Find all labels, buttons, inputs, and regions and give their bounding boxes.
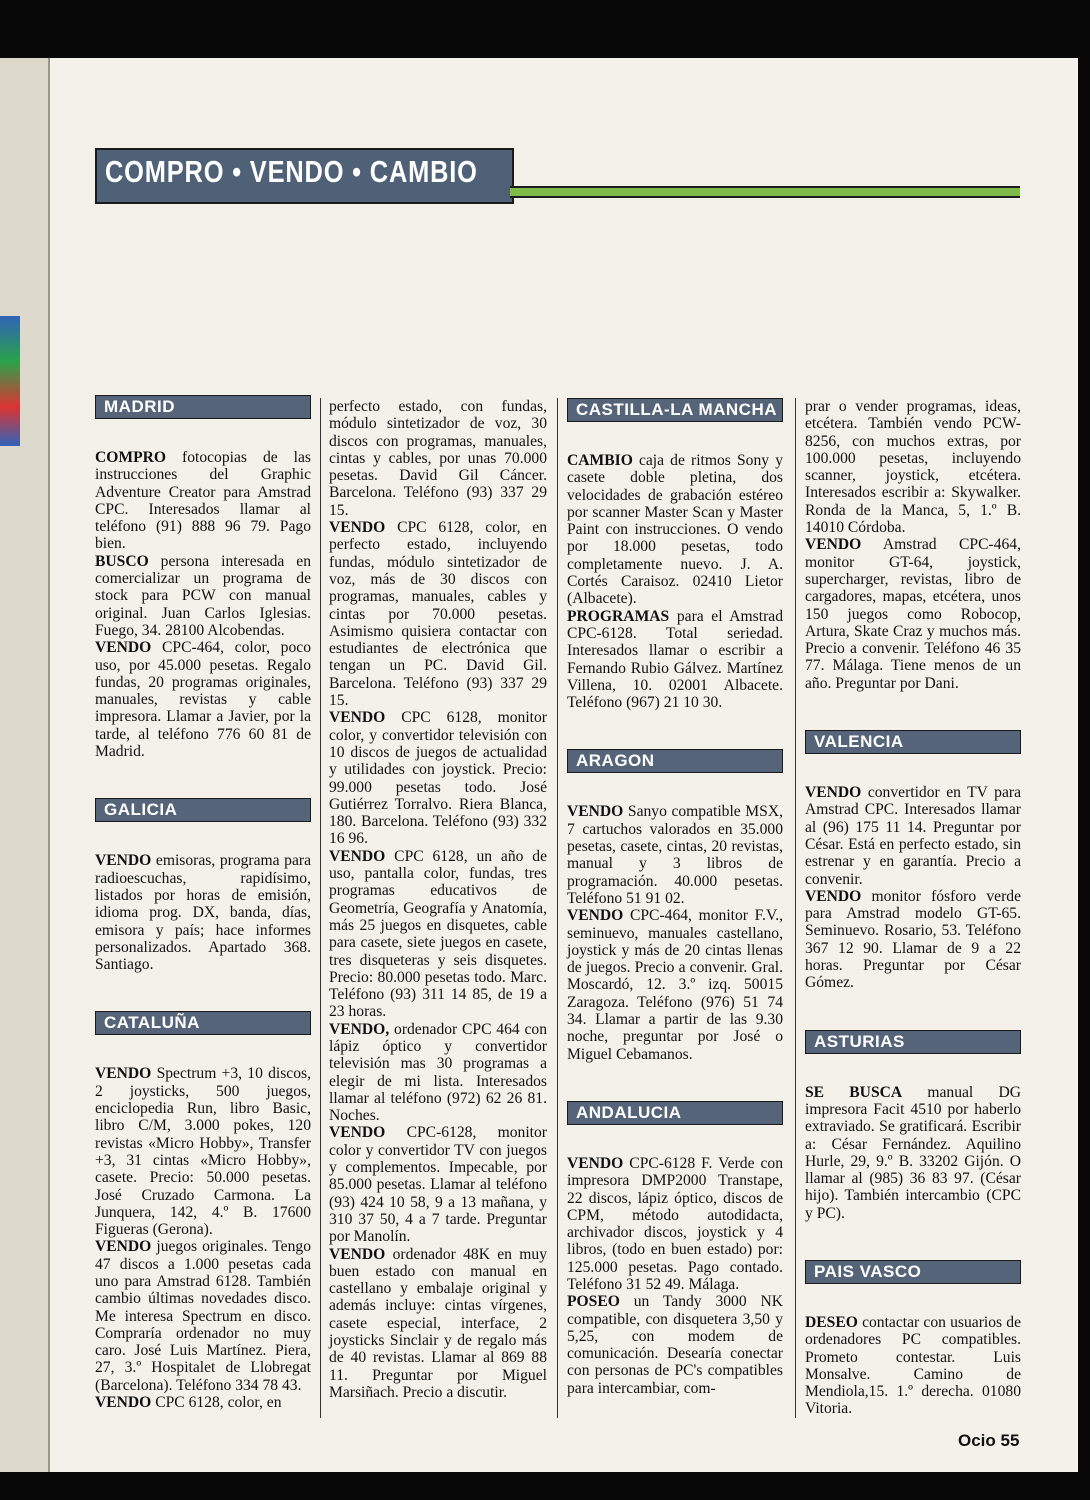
ad: VENDO CPC-6128, monitor color y convertidor TV con juegos y complementos. Impecable, por 85.000 pesetas. Llamar al teléfono (93) 424 10 58, 9 a 13 mañana, y 310 37 50, 4 a 7 tarde. Preguntar por Manolín. [329, 1124, 547, 1246]
scan-border-top [0, 0, 1090, 58]
ad: VENDO Sanyo compatible MSX, 7 cartuchos valorados en 35.000 pesetas, casete, cintas, 20 revistas, manual y 3 libros de programación. 40.000 pesetas. Teléfono 51 91 02. [567, 803, 783, 907]
section-andalucia: ANDALUCIA [567, 1101, 783, 1125]
ad: VENDO, ordenador CPC 464 con lápiz óptico y convertidor televisión mas 30 programas a elegir de mi lista. Interesados llamar al teléfono (972) 62 26 81. Noches. [329, 1020, 547, 1125]
ad-continued: prar o vender programas, ideas, etcétera. También vendo PCW-8256, con muchos extras, por 100.000 pesetas, incluyendo scanner, joystick, etcétera. Interesados escribir a: Skywalker. Ronda de la Manca, 5, 1.º B. 14010 Córdoba. [805, 398, 1021, 537]
page-title: COMPRO • VENDO • CAMBIO [105, 154, 478, 189]
binding-color-strip [0, 316, 20, 446]
ad: DESEO contactar con usuarios de ordenadores PC compatibles. Prometo contestar. Luis Monsalve. Camino de Mendiola,15. 1.º derecha. 01080 Vitoria. [805, 1313, 1021, 1418]
section-header [95, 148, 514, 204]
ad: VENDO CPC 6128, monitor color, y convertidor televisión con 10 discos de juegos de actualidad y utilidades con joystick. Precio: 99.000 pesetas todo. José Gutiérrez Torralvo. Riera Blanca, 180. Barcelona. Teléfono (93) 332 16 96. [329, 709, 547, 848]
ad: VENDO CPC-464, color, poco uso, por 45.000 pesetas. Regalo fundas, 20 programas originales, manuales, revistas y cable impresora. Llamar a Javier, por la tarde, al teléfono 776 60 81 de Madrid. [95, 639, 311, 761]
page-folio: Ocio 55 [958, 1431, 1020, 1450]
ad: VENDO convertidor en TV para Amstrad CPC. Interesados llamar al (96) 175 11 14. Preguntar por César. Está en perfecto estado, sin estrenar y en garantía. Precio a convenir. [805, 784, 1021, 888]
ad: PROGRAMAS para el Amstrad CPC-6128. Total seriedad. Interesados llamar o escribir a Fernando Rubio Gálvez. Martínez Villena, 10. 02001 Albacete. Teléfono (967) 21 10 30. [567, 607, 783, 712]
ad: VENDO CPC 6128, color, en perfecto estado, incluyendo fundas, módulo sintetizador de voz, más de 30 discos con programas, manuales, cables y cintas por 70.000 pesetas. Asimismo quisiera contactar con estudiantes de electrónica que tengan un PC. David Gil. Barcelona. Teléfono (93) 337 29 15. [329, 519, 547, 710]
section-asturias: ASTURIAS [805, 1030, 1021, 1054]
ad: BUSCO persona interesada en comercializar un programa de stock para PCW con manual original. Juan Carlos Iglesias. Fuego, 34. 28100 Alcobendas. [95, 552, 311, 639]
ad: VENDO CPC-464, monitor F.V., seminuevo, manuales castellano, joystick y más de 20 cintas llenas de juegos. Precio a convenir. Gral. Moscardó, 12. 3.º izq. 50015 Zaragoza. Teléfono (976) 51 74 34. Llamar a partir de las 9.30 noche, preguntar por José o Miguel Cebamanos. [567, 907, 783, 1063]
ad: POSEO un Tandy 3000 NK compatible, con disquetera 3,50 y 5,25, con modem de comunicación. Desearía conectar con personas de PC's compatibles para intercambiar, com- [567, 1293, 783, 1397]
column-rule [557, 398, 558, 1418]
section-cataluna: CATALUÑA [95, 1011, 311, 1035]
ad: VENDO juegos originales. Tengo 47 discos a 1.000 pesetas cada uno para Amstrad 6128. También cambio últimas novedades disco. Me interesa Spectrum en disco. Compraría ordenador no muy caro. José Luis Martínez. Piera, 27, 3.º Hospitalet de Llobregat (Barcelona). Teléfono 334 78 43. [95, 1238, 311, 1394]
column-1 [95, 395, 311, 1411]
column-rule [320, 398, 321, 1418]
header-rule [510, 186, 1020, 198]
ad: VENDO Spectrum +3, 10 discos, 2 joysticks, 500 juegos, enciclopedia Run, libro Basic, libro C/M, 3.000 pokes, 120 revistas «Micro Hobby», Transfer +3, 31 cintas «Micro Hobby», casete. Precio: 50.000 pesetas. José Cruzado Carmona. La Junquera, 142, 4.º B. 17600 Figueras (Gerona). [95, 1065, 311, 1239]
column-rule [795, 398, 796, 1418]
scan-border-right [1078, 0, 1090, 1500]
ad: VENDO Amstrad CPC-464, monitor GT-64, joystick, supercharger, revistas, libro de cargadores, mapas, etcétera, unos 150 juegos como Robocop, Artura, Skate Craz y muchos más. Precio a convenir. Teléfono 46 35 77. Málaga. Tiene menos de un año. Preguntar por Dani. [805, 536, 1021, 692]
section-madrid: MADRID [95, 395, 311, 419]
section-valencia: VALENCIA [805, 730, 1021, 754]
ad: SE BUSCA manual DG impresora Facit 4510 por haberlo extraviado. Se gratificará. Escribir a: César Fernández. Aquilino Hurle, 29, 9.º B. 33202 Gijón. O llamar al (985) 36 83 97. (César hijo). También intercambio (CPC y PC). [805, 1083, 1021, 1222]
ad: VENDO CPC-6128 F. Verde con impresora DMP2000 Transtape, 22 discos, lápiz óptico, discos de CPM, método autodidacta, archivador discos, joystick y 4 libros, (todo en buen estado) por: 125.000 pesetas. Pago contado. Teléfono 31 52 49. Málaga. [567, 1154, 783, 1293]
column-3 [567, 398, 783, 1397]
scan-border-bottom [0, 1472, 1090, 1500]
column-2 [329, 398, 547, 1401]
ad: VENDO CPC 6128, un año de uso, pantalla color, fundas, tres programas educativos de Geometría, Geografía y Anatomía, más 25 juegos en disquetes, cable para casete, siete juegos en casete, tres disqueteras y seis disquetes. Precio: 80.000 pesetas todo. Marc. Teléfono (93) 311 14 85, de 19 a 23 horas. [329, 847, 547, 1021]
column-4 [805, 398, 1021, 1418]
section-castilla-la-mancha: CASTILLA-LA MANCHA [567, 398, 783, 422]
section-aragon: ARAGON [567, 749, 783, 773]
ad: VENDO ordenador 48K en muy buen estado con manual en castellano y embalaje original y además incluye: cintas vírgenes, casete especial, interface, 2 joysticks Sinclair y de regalo más de 40 revistas. Llamar al 869 88 11. Preguntar por Miguel Marsiñach. Precio a discutir. [329, 1245, 547, 1401]
ad: COMPRO fotocopias de las instrucciones del Graphic Adventure Creator para Amstrad CPC. Interesados llamar al teléfono (91) 888 96 79. Pago bien. [95, 449, 311, 553]
section-pais-vasco: PAIS VASCO [805, 1260, 1021, 1284]
page-binding [0, 58, 50, 1472]
ad: CAMBIO caja de ritmos Sony y casete doble pletina, dos velocidades de grabación estéreo por scanner Master Scan y Master Paint con instrucciones. O vendo por 18.000 pesetas, todo completamente nuevo. J. A. Cortés Caraisoz. 02410 Lietor (Albacete). [567, 452, 783, 608]
ad-continued: perfecto estado, con fundas, módulo sintetizador de voz, 30 discos con programas, manuales, cintas y cables, por unas 70.000 pesetas. David Gil Cáncer. Barcelona. Teléfono (93) 337 29 15. [329, 398, 547, 519]
ad: VENDO CPC 6128, color, en [95, 1394, 282, 1412]
section-galicia: GALICIA [95, 798, 311, 822]
ad: VENDO monitor fósforo verde para Amstrad modelo GT-65. Seminuevo. Rosario, 53. Teléfono 367 12 90. Llamar de 9 a 22 horas. Preguntar por César Gómez. [805, 887, 1021, 992]
ad: VENDO emisoras, programa para radioescuchas, rapidísimo, listados por horas de emisión, idioma prog. DX, banda, días, emisora y país; hace informes personalizados. Apartado 368. Santiago. [95, 852, 311, 974]
